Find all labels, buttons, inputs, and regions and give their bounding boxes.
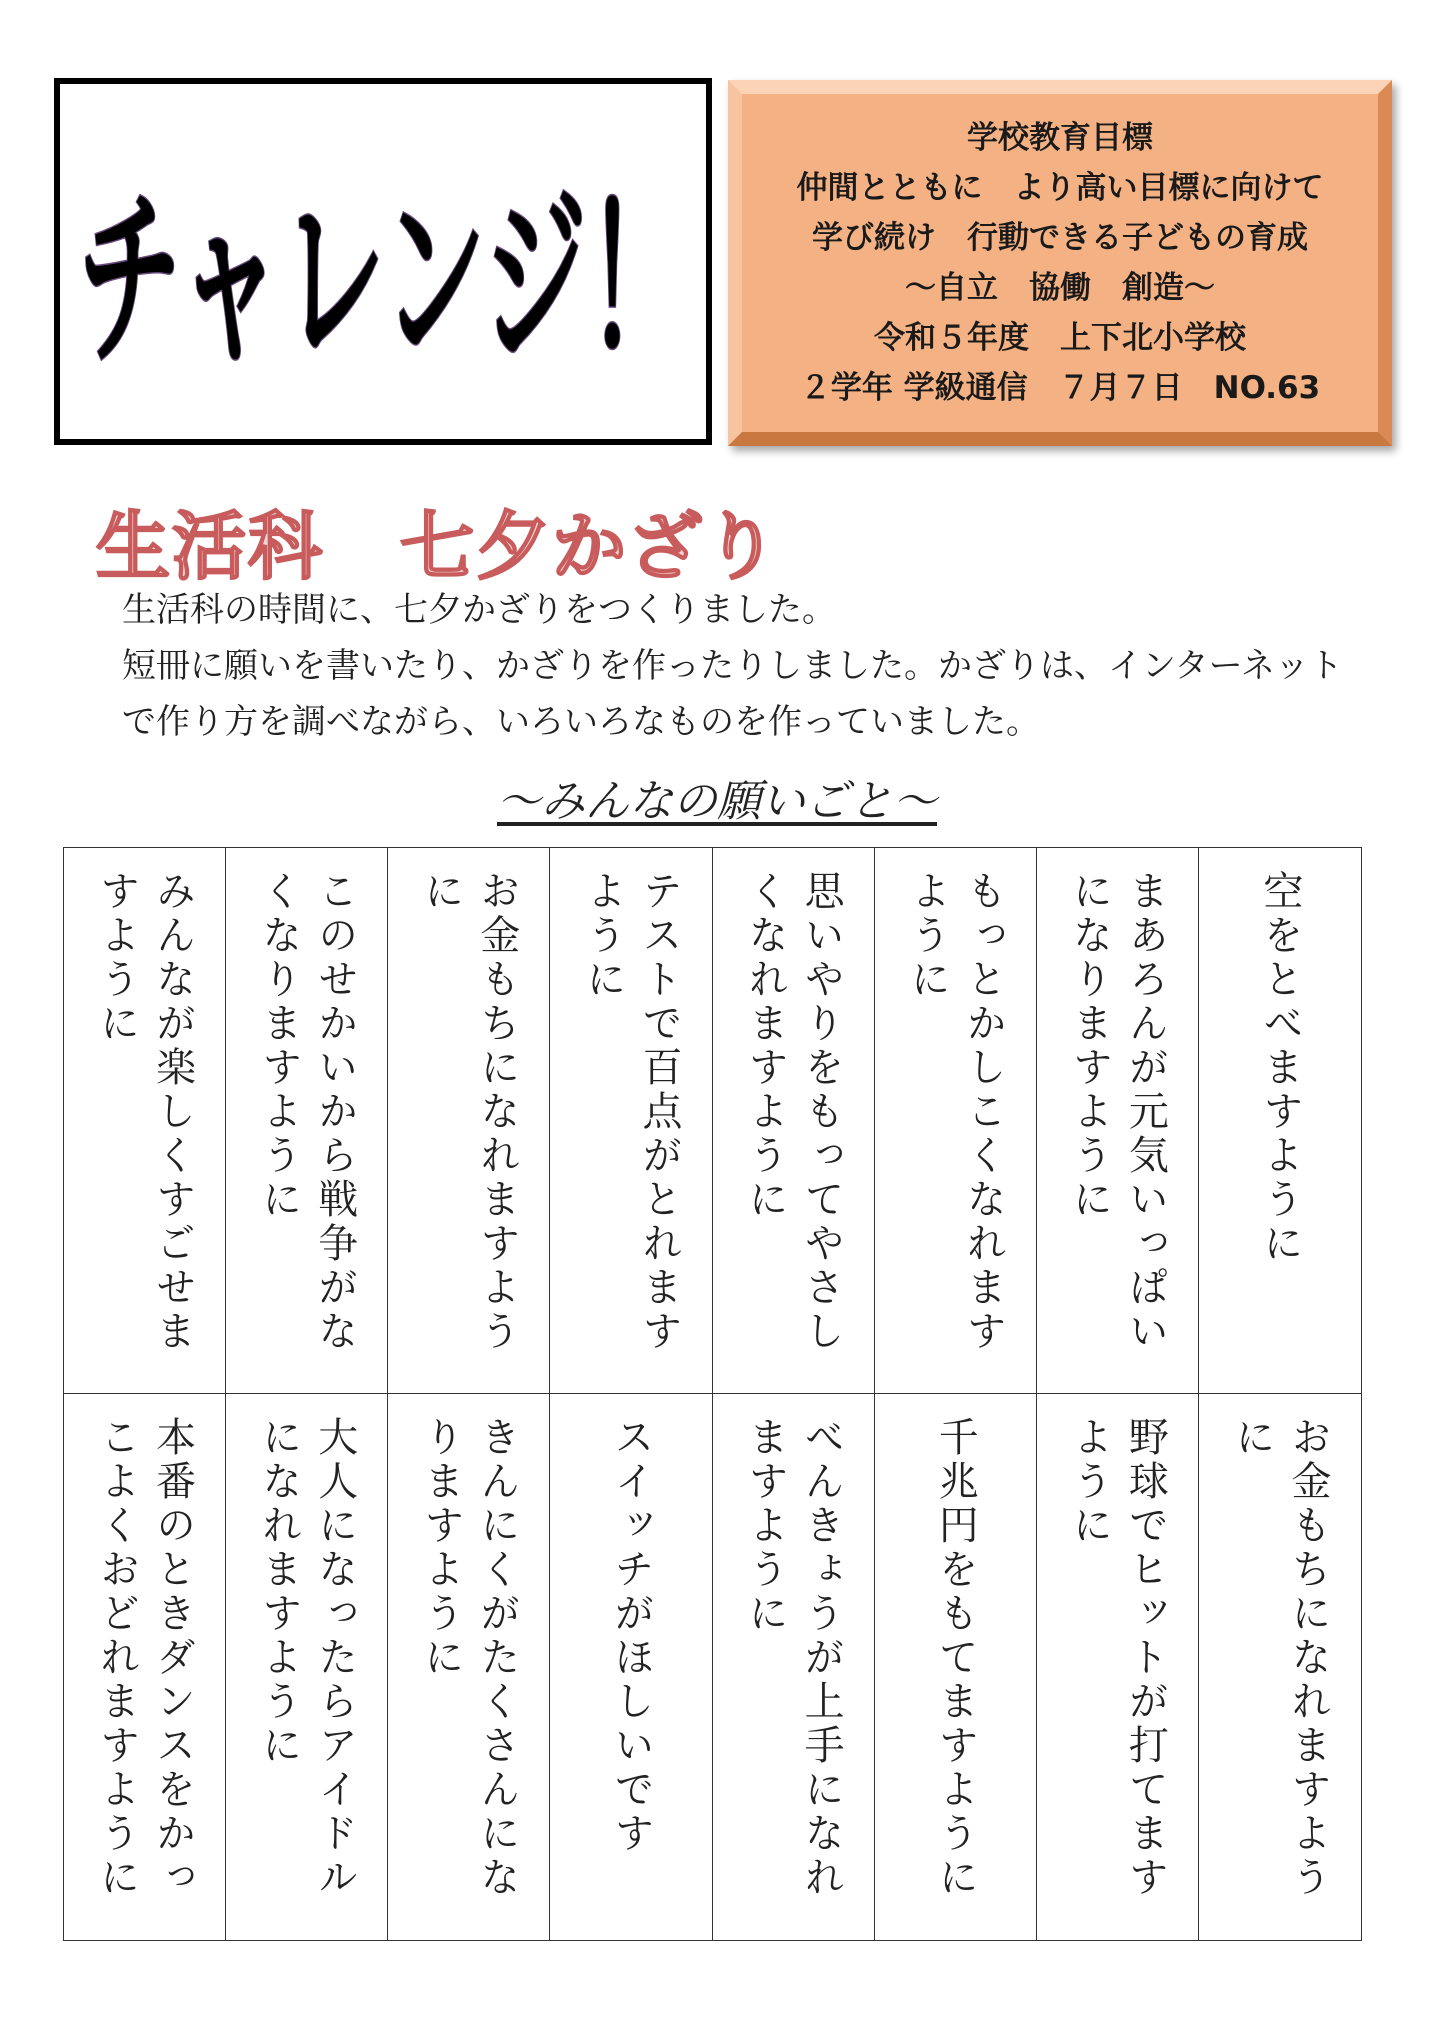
wishes-heading: ～みんなの願いごと～ — [497, 776, 937, 827]
wish-text: 千兆円をもてますように — [932, 1416, 979, 1900]
issue-info: ２学年 学級通信 ７月７日 NO.63 — [799, 370, 1321, 406]
school-name-year: 令和５年度 上下北小学校 — [874, 320, 1246, 356]
wish-cell — [1199, 848, 1361, 1394]
wishes-heading-wrap — [0, 765, 1434, 829]
newsletter-title-graphic — [60, 84, 706, 439]
wish-cell — [550, 848, 712, 1394]
school-goals-box — [728, 80, 1392, 446]
wish-text: 大人になったらアイドルになれますように — [255, 1416, 358, 1900]
wish-cell — [388, 1394, 550, 1940]
wish-cell — [713, 848, 875, 1394]
wish-text: 思いやりをもってやさしくなれますように — [742, 870, 845, 1354]
wish-cell — [875, 848, 1037, 1394]
wish-text: お金もちになれますように — [417, 870, 520, 1354]
newsletter-title-box — [54, 78, 712, 445]
wish-text: テストで百点がとれますように — [579, 870, 682, 1354]
wish-cell — [875, 1394, 1037, 1940]
wish-cell — [388, 848, 550, 1394]
wish-text: 空をとべますように — [1256, 870, 1303, 1266]
goal-line-1: 仲間とともに より高い目標に向けて — [796, 170, 1324, 206]
wish-cell — [226, 848, 388, 1394]
wish-text: べんきょうが上手になれますように — [742, 1416, 845, 1900]
wish-text: 野球でヒットが打てますように — [1066, 1416, 1169, 1900]
goal-line-3: ～自立 協働 創造～ — [905, 270, 1215, 306]
wish-text: みんなが楽しくすごせますように — [93, 870, 196, 1354]
wish-text: まあろんが元気いっぱいになりますように — [1066, 870, 1169, 1354]
wish-text: 本番のときダンスをかっこよくおどれますように — [93, 1416, 196, 1900]
paragraph-1: 生活科の時間に、七夕かざりをつくりました。 — [122, 590, 836, 630]
goal-line-2: 学び続け 行動できる子どもの育成 — [812, 220, 1308, 256]
paragraph-2: 短冊に願いを書いたり、かざりを作ったりしました。かざりは、インターネットで作り方を調べながら、いろいろなものを作っていました。 — [122, 646, 1343, 742]
wish-text: このせかいから戦争がなくなりますように — [255, 870, 358, 1354]
wish-text: お金もちになれますように — [1228, 1416, 1331, 1900]
wish-text: もっとかしこくなれますように — [904, 870, 1007, 1354]
article-body — [80, 582, 1370, 750]
goal-heading: 学校教育目標 — [967, 120, 1153, 156]
wish-cell — [550, 1394, 712, 1940]
wish-text: スイッチがほしいです — [607, 1416, 654, 1856]
wish-cell — [713, 1394, 875, 1940]
wish-cell — [1199, 1394, 1361, 1940]
wish-cell — [1037, 1394, 1199, 1940]
section-heading: 生活科 七夕かざり — [96, 504, 780, 590]
wish-text: きんにくがたくさんになりますように — [417, 1416, 520, 1900]
wishes-table — [63, 847, 1362, 1941]
wish-cell — [226, 1394, 388, 1940]
wish-cell — [64, 848, 226, 1394]
newsletter-title: チャレンジ！ — [78, 170, 690, 391]
wish-cell — [1037, 848, 1199, 1394]
wish-cell — [64, 1394, 226, 1940]
